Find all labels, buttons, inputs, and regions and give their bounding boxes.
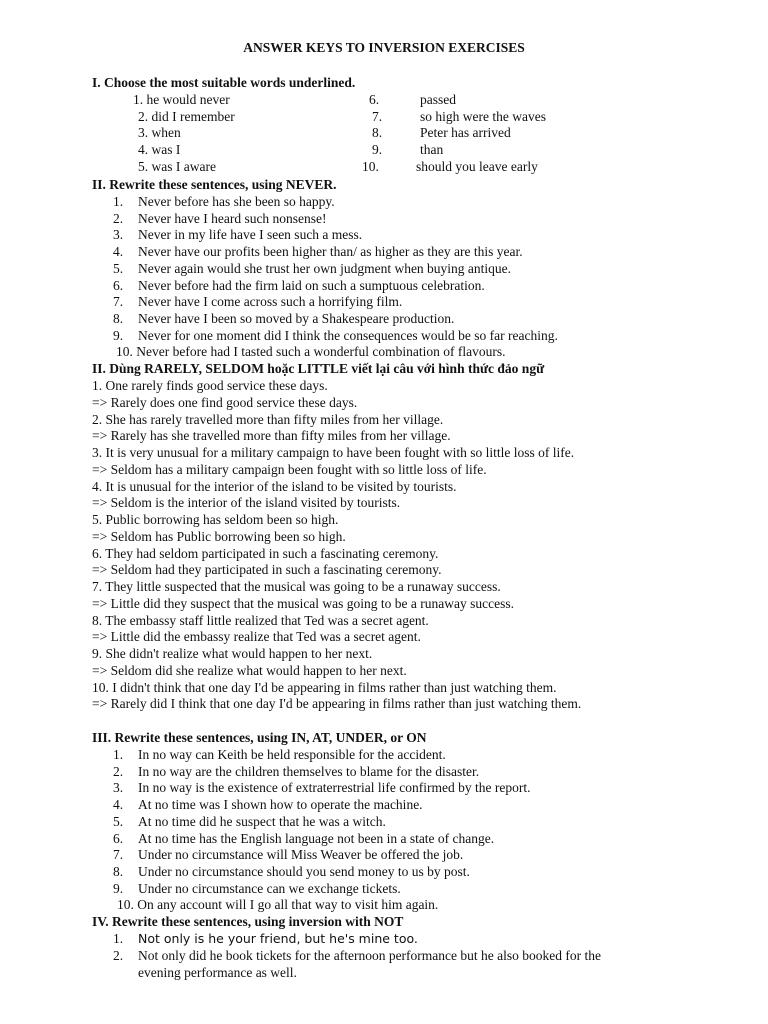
section-2b-line: 6. They had seldom participated in such a fascinating ceremony.: [92, 545, 439, 561]
section-2-item-number: 8.: [113, 310, 124, 326]
section-1-answer-left: 5. was I aware: [138, 158, 216, 174]
section-2-item: Never in my life have I seen such a mess.: [138, 227, 363, 243]
section-2-item-number: 4.: [113, 244, 124, 260]
section-2b-line: 2. She has rarely travelled more than fifty miles from her village.: [92, 411, 444, 427]
section-3-item-number: 4.: [113, 797, 124, 813]
section-1-answer-number: 6.: [369, 92, 380, 107]
section-2b-line: => Seldom has a military campaign been fought with so little loss of life.: [92, 461, 487, 477]
section-2-item: Never have I been so moved by a Shakespeare production.: [138, 310, 455, 326]
section-2b-line: => Seldom had they participated in such a fascinating ceremony.: [92, 562, 442, 578]
section-2b-line: => Rarely did I think that one day I'd be appearing in films rather than just watching them.: [92, 696, 582, 712]
section-3-item-number: 7.: [113, 847, 124, 863]
section-2-item-number: 1.: [113, 194, 124, 209]
section-2b-line: => Rarely has she travelled more than fifty miles from her village.: [92, 428, 451, 444]
section-1-answer-number: 8.: [372, 125, 383, 141]
section-3-item: At no time was I shown how to operate the machine.: [138, 797, 423, 813]
section-4-item-2-line-2: evening performance as well.: [138, 965, 297, 980]
section-2b-line: 9. She didn't realize what would happen to her next.: [92, 646, 373, 661]
section-3-item: In no way is the existence of extraterrestrial life confirmed by the report.: [138, 780, 531, 796]
section-3-item: In no way can Keith be held responsible for the accident.: [138, 747, 446, 762]
section-4-item-1-number: 1.: [113, 931, 124, 946]
section-1-answer-left: 3. when: [138, 125, 181, 141]
section-1-answer-right: passed: [420, 92, 456, 107]
section-2-item-number: 7.: [113, 294, 124, 310]
section-3-item: In no way are the children themselves to blame for the disaster.: [138, 763, 480, 779]
section-3-item-number: 2.: [113, 763, 124, 779]
section-2b-line: => Rarely does one find good service these days.: [92, 394, 358, 410]
section-2b-line: 7. They little suspected that the musical was going to be a runaway success.: [92, 579, 501, 594]
section-2-item: Never have our profits been higher than/ as higher as they are this year.: [138, 244, 523, 260]
section-4-item-2-line-1: Not only did he book tickets for the afternoon performance but he also booked for the: [138, 948, 601, 963]
section-2b-line: 5. Public borrowing has seldom been so high.: [92, 512, 339, 527]
section-3-item-number: 5.: [113, 813, 124, 829]
section-2b-line: => Seldom did she realize what would happen to her next.: [92, 662, 407, 678]
section-2b-heading: II. Dùng RARELY, SELDOM hoặc LITTLE viết lại câu với hình thức đảo ngữ: [92, 361, 545, 376]
section-1-answer-right: so high were the waves: [420, 108, 546, 124]
section-2-item-number: 3.: [113, 227, 124, 243]
section-1-answer-left: 4. was I: [138, 142, 181, 158]
section-1-heading: I. Choose the most suitable words underlined.: [92, 75, 356, 90]
section-2-item-number: 9.: [113, 327, 124, 343]
section-1-answer-right: should you leave early: [416, 158, 538, 174]
section-1-answer-left: 1. he would never: [133, 92, 230, 107]
section-3-heading: III. Rewrite these sentences, using IN, AT, UNDER, or ON: [92, 730, 427, 745]
section-2-item: Never before has she been so happy.: [138, 194, 335, 209]
page-title: ANSWER KEYS TO INVERSION EXERCISES: [243, 40, 525, 55]
section-2b-line: 10. I didn't think that one day I'd be appearing in films rather than just watching them.: [92, 679, 557, 695]
section-3-item: Under no circumstance should you send money to us by post.: [138, 863, 470, 879]
section-3-item: Under no circumstance will Miss Weaver be offered the job.: [138, 847, 464, 863]
section-2-item: Never before had the firm laid on such a sumptuous celebration.: [138, 277, 485, 293]
section-3-item: At no time has the English language not been in a state of change.: [138, 830, 495, 846]
section-3-item-number: 8.: [113, 863, 124, 879]
section-2b-line: => Seldom is the interior of the island visited by tourists.: [92, 495, 401, 511]
section-1-answer-right: Peter has arrived: [420, 125, 511, 141]
section-2b-line: => Little did they suspect that the musical was going to be a runaway success.: [92, 595, 515, 611]
section-2-item: Never have I come across such a horrifying film.: [138, 294, 403, 310]
section-2-item-number: 5.: [113, 260, 124, 276]
section-4-item-1: Not only is he your friend, but he's mine too.: [138, 931, 418, 946]
section-2-item-number: 6.: [113, 277, 124, 293]
section-1-answer-right: than: [420, 142, 444, 158]
section-3-item-number: 6.: [113, 830, 124, 846]
section-3-item-10: 10. On any account will I go all that way to visit him again.: [117, 897, 439, 912]
section-2b-line: 1. One rarely finds good service these days.: [92, 378, 328, 393]
section-2-item: Never for one moment did I think the consequences would be so far reaching.: [138, 327, 558, 343]
section-3-item-number: 3.: [113, 780, 124, 796]
section-1-answer-number: 7.: [372, 108, 383, 124]
section-2-item: Never have I heard such nonsense!: [138, 210, 327, 226]
section-4-heading: IV. Rewrite these sentences, using inversion with NOT: [92, 914, 404, 929]
section-3-item-number: 9.: [113, 880, 124, 896]
section-3-item: Under no circumstance can we exchange tickets.: [138, 880, 401, 896]
section-2b-line: => Little did the embassy realize that Ted was a secret agent.: [92, 629, 421, 645]
section-2b-line: 8. The embassy staff little realized that Ted was a secret agent.: [92, 612, 429, 628]
section-2-item-number: 2.: [113, 210, 124, 226]
section-2-heading: II. Rewrite these sentences, using NEVER.: [92, 177, 337, 192]
section-1-answer-number: 9.: [372, 142, 383, 158]
section-3-item-number: 1.: [113, 747, 124, 762]
section-1-answer-number: 10.: [362, 158, 379, 174]
section-2b-line: 4. It is unusual for the interior of the island to be visited by tourists.: [92, 478, 457, 494]
section-2b-line: 3. It is very unusual for a military campaign to have been fought with so little loss of life.: [92, 445, 575, 460]
section-3-item: At no time did he suspect that he was a witch.: [138, 813, 386, 829]
section-2b-line: => Seldom has Public borrowing been so high.: [92, 528, 346, 544]
section-2-item: Never again would she trust her own judgment when buying antique.: [138, 260, 512, 276]
section-1-answer-left: 2. did I remember: [138, 108, 235, 124]
section-2-item-10: 10. Never before had I tasted such a wonderful combination of flavours.: [116, 344, 506, 359]
section-4-item-2-number: 2.: [113, 948, 124, 963]
